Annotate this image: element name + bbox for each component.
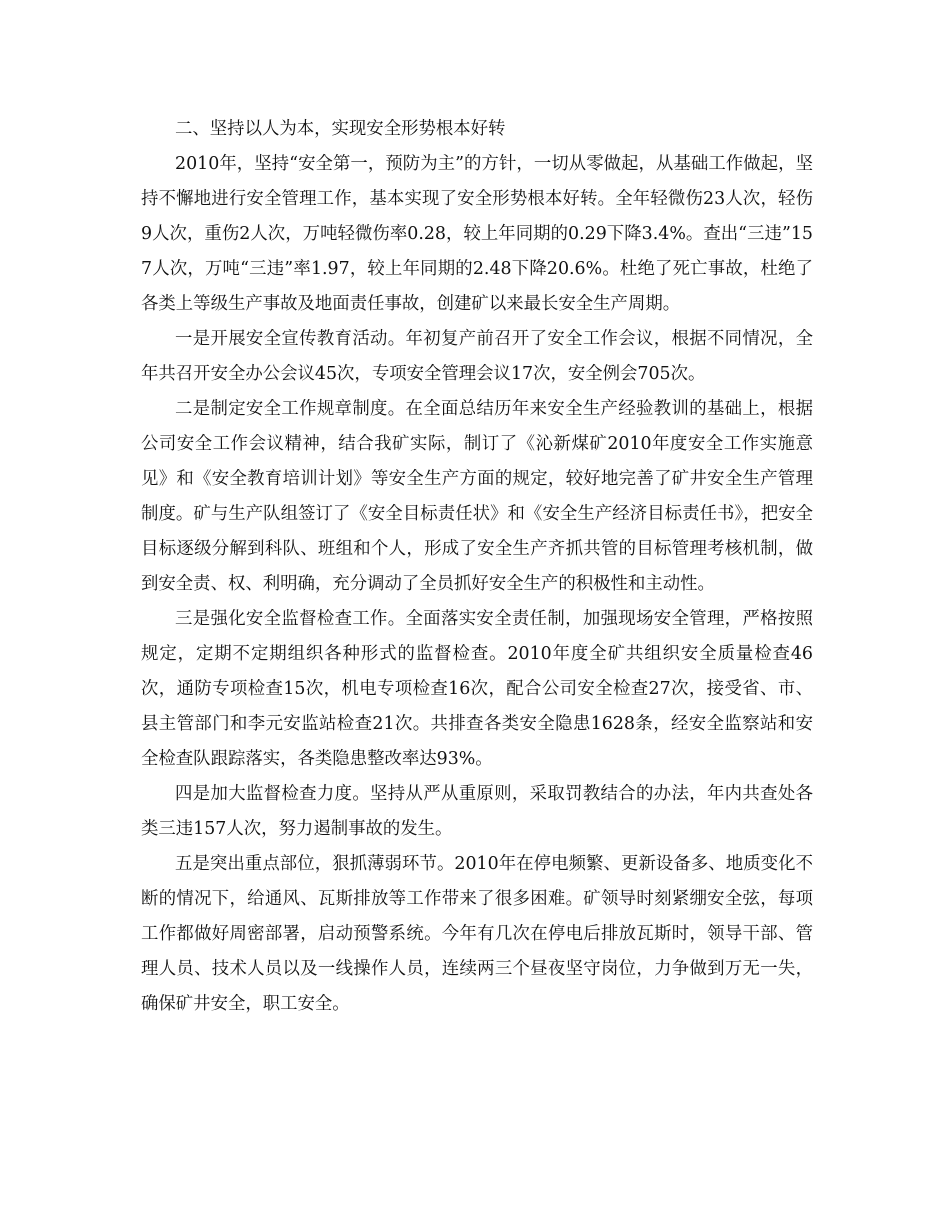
paragraph-key-areas: 五是突出重点部位，狠抓薄弱环节。2010年在停电频繁、更新设备多、地质变化不断的情况下，给通风、瓦斯排放等工作带来了很多困难。矿领导时刻紧绷安全弦，每项工作都做好周密部署，启动预警系统。今年有几次在停电后排放瓦斯时，领导干部、管理人员、技术人员以及一线操作人员，连续两三个昼夜坚守岗位，力争做到万无一失，确保矿井安全，职工安全。 (141, 854, 813, 1014)
document-body (141, 112, 813, 1022)
paragraph-summary: 2010年，坚持“安全第一，预防为主”的方针，一切从零做起，从基础工作做起，坚持不懈地进行安全管理工作，基本实现了安全形势根本好转。全年轻微伤23人次，轻伤9人次，重伤2人次，万吨轻微伤率0.28，较上年同期的0.29下降3.4%。查出“三违”157人次，万吨“三违”率1.97，较上年同期的2.48下降20.6%。杜绝了死亡事故，杜绝了各类上等级生产事故及地面责任事故，创建矿以来最长安全生产周期。 (141, 154, 813, 314)
paragraph-inspection: 四是加大监督检查力度。坚持从严从重原则，采取罚教结合的办法，年内共查处各类三违157人次，努力遏制事故的发生。 (141, 784, 813, 839)
section-heading: 二、坚持以人为本，实现安全形势根本好转 (175, 119, 506, 139)
paragraph-supervision: 三是强化安全监督检查工作。全面落实安全责任制，加强现场安全管理，严格按照规定，定期不定期组织各种形式的监督检查。2010年度全矿共组织安全质量检查46次，通防专项检查15次，机电专项检查16次，配合公司安全检查27次，接受省、市、县主管部门和李元安监站检查21次。共排查各类安全隐患1628条，经安全监察站和安全检查队跟踪落实，各类隐患整改率达93%。 (141, 609, 813, 769)
paragraph-regulations: 二是制定安全工作规章制度。在全面总结历年来安全生产经验教训的基础上，根据公司安全工作会议精神，结合我矿实际，制订了《沁新煤矿2010年度安全工作实施意见》和《安全教育培训计划》等安全生产方面的规定，较好地完善了矿井安全生产管理制度。矿与生产队组签订了《安全目标责任状》和《安全生产经济目标责任书》，把安全目标逐级分解到科队、班组和个人，形成了安全生产齐抓共管的目标管理考核机制，做到安全责、权、利明确，充分调动了全员抓好安全生产的积极性和主动性。 (141, 399, 813, 594)
paragraph-education: 一是开展安全宣传教育活动。年初复产前召开了安全工作会议，根据不同情况，全年共召开安全办公会议45次，专项安全管理会议17次，安全例会705次。 (141, 329, 813, 384)
